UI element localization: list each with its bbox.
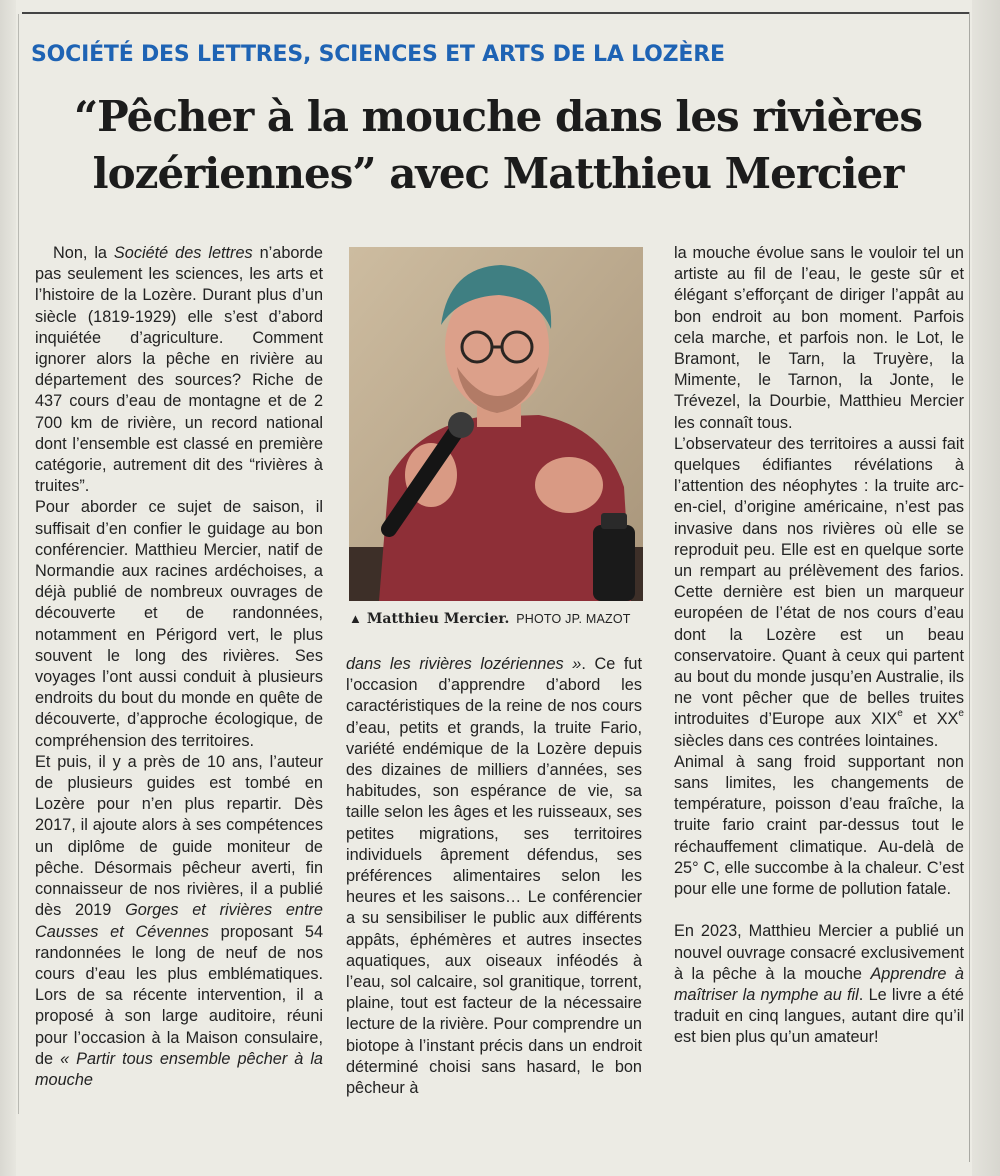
paragraph: [346, 654, 642, 1099]
text-run: et XX: [902, 710, 959, 729]
photo-caption: [349, 610, 645, 627]
italic-text: Apprendre à maîtriser la nymphe au fil: [674, 964, 964, 1004]
photo-credit: PHOTO JP. MAZOT: [516, 612, 631, 626]
paragraph: [674, 434, 964, 752]
text-run: L’observateur des territoires a aussi fait quelques édifiantes révélations à l’attention des néophytes : la truite arc-en-ciel, d’origine américaine, n’est pas invasive dans nos rivières où elle se reproduit peu. Elle est en quelque sorte un rempart au prélèvement des farios. Cette dernière est bien un marqueur européen de l’état de nos cours d’eau dont la Lozère est un beau conservatoire. Quant à ceux qui partent au bout du monde jusqu’en Australie, ils ne vont pêcher que de belles truites introduites d’Europe aux XIX: [674, 434, 964, 729]
italic-text: dans les rivières lozériennes »: [346, 655, 582, 673]
triangle-icon: ▲: [349, 611, 362, 626]
paragraph: la mouche évolue sans le vouloir tel un artiste au fil de l’eau, le geste sûr et élégant s’efforçant de diriger l’appât au bon endroit au bon moment. Parfois cela marche, et parfois non. le Lot, le Bramont, le Tarn, la Truyère, la Mimente, le Tarnon, la Jonte, le Trévezel, la Dourbie, Matthieu Mercier les connaît tous.: [674, 244, 964, 432]
text-run: . Le livre a été traduit en cinq langues, autant dire qu’il est bien plus qu’un amateur!: [674, 985, 964, 1047]
text-run: proposant 54 randonnées le long de neuf de nos cours d’eau les plus emblématiques. Lors de sa récente intervention, il a proposé à son large auditoire, réuni pour l’occasion à la Maison consulaire, de: [35, 922, 323, 1068]
italic-text: « Partir tous ensemble pêcher à la mouche: [35, 1049, 323, 1089]
section-rubric: SOCIÉTÉ DES LETTRES, SCIENCES ET ARTS DE LA LOZÈRE: [31, 42, 725, 67]
speaker-photo-graphic: [349, 247, 643, 601]
top-rule: [22, 12, 970, 14]
article-column-1: [35, 243, 323, 1091]
article-headline: “Pêcher à la mouche dans les rivières lozériennes” avec Matthieu Mercier: [74, 92, 922, 198]
paragraph: [674, 921, 964, 1048]
adjacent-article-edge-left: [0, 0, 16, 1176]
paragraph: [35, 243, 323, 497]
superscript: e: [958, 708, 964, 720]
text-run: Non, la: [53, 244, 114, 262]
text-run: En 2023, Matthieu Mercier a publié un nouvel ouvrage consacré exclusivement à la pêche à la mouche: [674, 922, 964, 983]
article-column-2: [346, 654, 642, 1099]
italic-text: Gorges et rivières entre Causses et Cévennes: [35, 901, 323, 941]
paragraph: Animal à sang froid supportant non sans limites, les changements de température, poisson d’eau fraîche, la truite fario craint par-dessus tout le réchauffement climatique. Au-delà de 25° C, elle succombe à la chaleur. C’est pour elle une forme de pollution fatale.: [674, 752, 964, 899]
italic-text: Société des lettres: [113, 244, 253, 262]
column-rule-left: [18, 14, 19, 1114]
text-run: Et puis, il y a près de 10 ans, l’auteur de plusieurs guides est tombé en Lozère pour n’en plus repartir. Dès 2017, il ajoute alors à ses compétences un diplôme de guide moniteur de pêche. Désormais pêcheur averti, fin connaisseur de nos rivières, il a publié dès 2019: [35, 752, 323, 920]
speaker-photo: [349, 247, 643, 601]
text-run: n’aborde pas seulement les sciences, les arts et l’histoire de la Lozère. Durant plus d’un siècle (1819-1929) elle s’est d’abord inquiétée d’agriculture. Comment ignorer alors la pêche en rivière au département des sources? Riche de 437 cours d’eau de montagne et de 2 700 km de rivière, un record national dont l’ensemble est classé en première catégorie, autrement dit des “rivières à truites”.: [35, 244, 323, 496]
column-rule-right: [969, 12, 970, 1162]
text-run: . Ce fut l’occasion d’apprendre d’abord les caractéristiques de la reine de nos cours d’eau, petits et grands, la truite Fario, variété endémique de la Lozère depuis des dizaines de milliers d’années, ses habitudes, son espérance de vie, sa taille selon les âges et les ruisseaux, ses petites migrations, ses territoires individuels âprement défendus, ses préférences alimentaires selon les heures et les saisons… Le conférencier a su sensibiliser le public aux différents appâts, éphémères et autres insectes aquatiques, aux oiseaux inféodés à l’eau, sol calcaire, sol granitique, torrent, plaine, tout est facteur de la nécessaire lecture de la rivière. Pour comprendre un biotope à l’instant précis dans un endroit déterminé choisi sans hasard, le bon pêcheur à: [346, 655, 642, 1098]
text-run: siècles dans ces contrées lointaines.: [674, 731, 939, 750]
article-column-3: [674, 243, 964, 1049]
adjacent-article-edge-right: [972, 0, 1000, 1176]
paragraph: [35, 752, 323, 1091]
paragraph: Pour aborder ce sujet de saison, il suffisait d’en confier le guidage au bon conférencier. Matthieu Mercier, natif de Normandie aux racines ardéchoises, a déjà publié de nombreux ouvrages de découverte et de randonnées, notamment en Périgord vert, le plus souvent le long des rivières. Ses voyages l’ont aussi conduit à plusieurs endroits du bout du monde en quête de découverte, d’approche écologique, de compréhension des territoires.: [35, 498, 323, 750]
superscript: e: [897, 708, 903, 720]
caption-name: Matthieu Mercier.: [366, 611, 510, 627]
